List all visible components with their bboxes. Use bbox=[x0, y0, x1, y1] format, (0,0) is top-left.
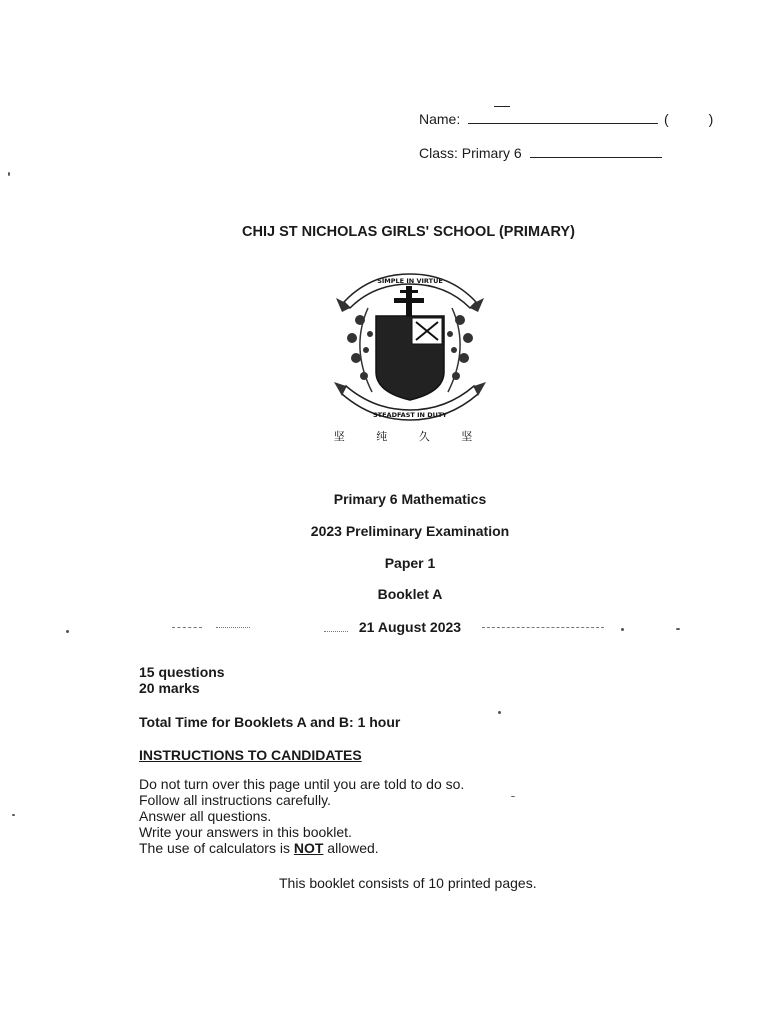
instruction-item: Follow all instructions carefully. bbox=[139, 792, 331, 808]
mark-dash bbox=[494, 106, 510, 107]
class-underline bbox=[530, 145, 662, 158]
instruction-item: Write your answers in this booklet. bbox=[139, 824, 352, 840]
name-paren-close: ) bbox=[708, 111, 714, 127]
scan-speck bbox=[66, 630, 69, 633]
marks-count: 20 marks bbox=[139, 680, 200, 696]
scan-noise bbox=[172, 627, 202, 629]
scan-speck bbox=[511, 796, 515, 797]
pages-note: This booklet consists of 10 printed pages. bbox=[279, 875, 537, 891]
name-underline bbox=[468, 111, 658, 124]
class-field bbox=[419, 145, 662, 161]
crest-motto-top: SIMPLE IN VIRTUE bbox=[377, 277, 443, 285]
exam-booklet: Booklet A bbox=[377, 586, 443, 602]
instruction-text: allowed. bbox=[323, 840, 379, 856]
instructions-heading: INSTRUCTIONS TO CANDIDATES bbox=[139, 747, 362, 763]
exam-date: 21 August 2023 bbox=[358, 619, 462, 635]
name-paren-open: ( bbox=[664, 111, 669, 127]
instruction-emphasis: NOT bbox=[293, 840, 324, 856]
instructions-list bbox=[139, 776, 464, 856]
name-label: Name: bbox=[419, 111, 461, 127]
instruction-text: The use of calculators is bbox=[139, 840, 294, 856]
school-name: CHIJ ST NICHOLAS GIRLS' SCHOOL (PRIMARY) bbox=[242, 224, 575, 240]
instruction-item-calculators bbox=[139, 840, 464, 856]
scan-noise bbox=[216, 627, 250, 629]
scan-speck bbox=[621, 628, 624, 631]
scan-speck bbox=[498, 711, 501, 714]
scan-speck bbox=[12, 814, 15, 816]
instruction-item: Answer all questions. bbox=[139, 808, 272, 824]
scan-noise bbox=[482, 627, 604, 629]
scan-speck bbox=[676, 628, 680, 630]
crest-motto-bottom: STEADFAST IN DUTY bbox=[372, 411, 448, 419]
crest-chinese-text: 坚 纯 久 坚 bbox=[333, 430, 487, 443]
total-time: Total Time for Booklets A and B: 1 hour bbox=[139, 714, 401, 730]
question-count: 15 questions bbox=[139, 664, 225, 680]
name-field bbox=[419, 111, 713, 127]
school-crest-logo bbox=[330, 268, 490, 446]
exam-title: 2023 Preliminary Examination bbox=[310, 523, 510, 539]
exam-paper: Paper 1 bbox=[384, 555, 436, 571]
instruction-item: Do not turn over this page until you are told to do so. bbox=[139, 776, 465, 792]
class-label: Class: Primary 6 bbox=[419, 145, 522, 161]
exam-subject: Primary 6 Mathematics bbox=[333, 491, 487, 507]
summary-block bbox=[139, 664, 225, 696]
scan-noise bbox=[324, 631, 348, 633]
scan-speck bbox=[8, 172, 10, 176]
